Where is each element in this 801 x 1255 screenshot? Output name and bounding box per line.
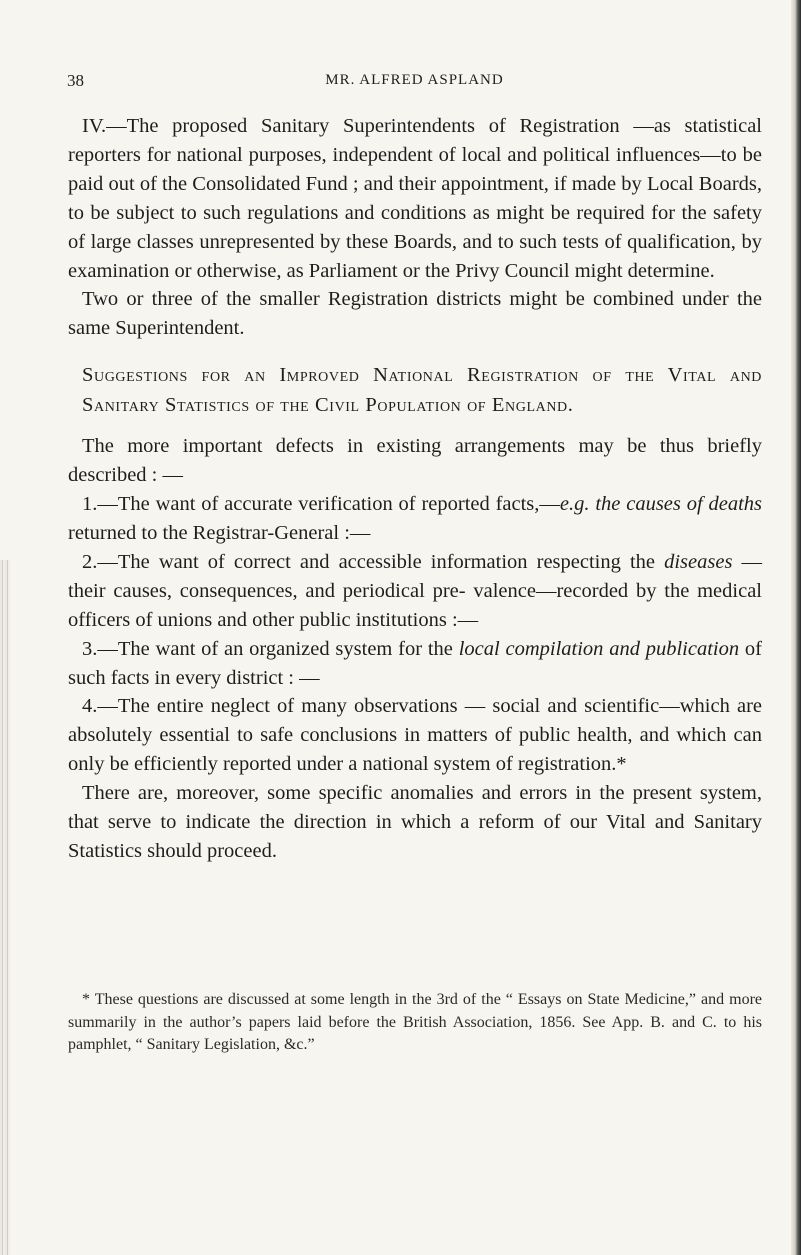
paragraph-iv: IV.—The proposed Sanitary Superintendents of Registration —as statistical reporters for national purposes, independent of local and political influences—to be paid out of the Consolidated Fund ; and their appointment, if made by Local Boards, to be subject to such regulations and conditions as might be required for the safety of large classes unrepresented by these Boards, and to such tests of qualification, by examination or otherwise, as Parliament or the Privy Council might determine.: [68, 115, 762, 282]
page-header: [67, 71, 762, 97]
footnote-text: * These questions are discussed at some length in the 3rd of the “ Essays on State Medicine,” and more summarily in the author’s papers laid before the British Association, 1856. See App. B. and C. to his pamphlet, “ Sanitary Legislation, &c.”: [68, 991, 762, 1053]
paragraph-combined-districts: Two or three of the smaller Registration districts might be combined under the same Superintendent.: [68, 288, 762, 340]
paragraph-defect-2: 2.—The want of correct and accessible information respecting the diseases — their causes, consequences, and periodical pre- valence—recorded by the medical officers of unions and other public institutions :—: [68, 550, 763, 631]
paragraph-defect-1: 1.—The want of accurate verification of reported facts,—e.g. the causes of deaths returned to the Registrar-General :—: [68, 493, 762, 544]
footnote: [68, 989, 762, 1057]
paragraph-anomalies: There are, moreover, some specific anomalies and errors in the present system, that serve to indicate the direction in which a reform of our Vital and Sanitary Statistics should proceed.: [68, 782, 762, 862]
page-edge-shadow: [791, 0, 801, 1255]
paragraph-defect-3: 3.—The want of an organized system for the local compilation and publication of such facts in every district : —: [68, 637, 762, 689]
section-heading: Suggestions for an Improved National Registration of the Vital and Sanitary Statistics of the Civil Population of England.: [82, 364, 762, 417]
paragraph-defects-intro: The more important defects in existing arrangements may be thus briefly described : —: [68, 435, 762, 487]
paragraph-defect-4: 4.—The entire neglect of many observations — social and scientific—which are absolutely essential to safe conclusions in matters of public health, and which can only be efficiently reported under a national system of registration.*: [68, 695, 762, 776]
page-edge-stack: [0, 560, 10, 1255]
page-number: 38: [67, 71, 84, 90]
running-head: MR. ALFRED ASPLAND: [325, 72, 504, 88]
body-text: [68, 112, 762, 866]
